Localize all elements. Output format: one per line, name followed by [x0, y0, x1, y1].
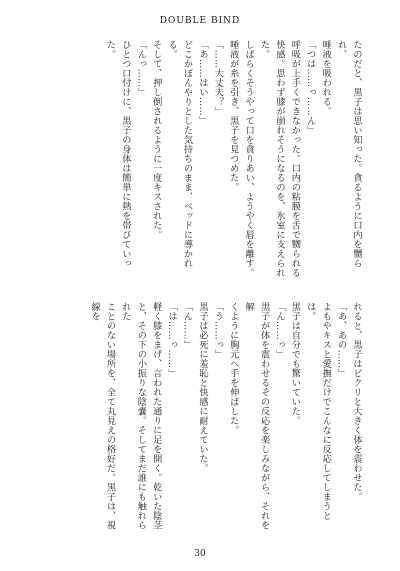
text-column: よもやキスと愛撫だけでこんなに反応してしまうとは。	[304, 302, 332, 521]
text-column: 黒子は必死に羞恥と快感に耐えていた。	[196, 302, 208, 473]
text-column: 軽く膝をまげ、言われた通りに足を開く。乾いた陰茎	[150, 302, 162, 530]
main-text-top-block	[36, 40, 364, 284]
text-column: ひとつ口付けに、黒子の身体は簡単に熱を帯びていった。	[104, 40, 131, 268]
text-column: しばらくそうやって口を貪りあい、ようやく唇を離す。	[243, 40, 255, 278]
text-column: 「んっ……」	[135, 40, 147, 97]
text-column: 「……大丈夫？」	[212, 40, 224, 116]
text-column: れると、黒子はビクリと大きく体を震わせた。	[351, 302, 362, 502]
text-column: どこかぼんやりとした気持ちのまま、ベッドに導かれる。	[166, 40, 193, 268]
text-column: 「ん……っ」	[273, 302, 285, 359]
text-column: 「は……っ……」	[166, 302, 178, 378]
main-text-bottom-block	[36, 302, 364, 534]
text-column: ことのない場所を、全て丸見えの格好だ。黒子は、視線を	[89, 302, 116, 530]
text-column: 快感。思わず膝が崩れそうになるのを、氷室に支えられた。	[258, 40, 285, 278]
text-column: 「つは……っ……ん」	[304, 40, 316, 135]
page-number: 30	[194, 549, 206, 559]
running-header: DOUBLE BIND	[159, 16, 241, 26]
text-column: 呼吸が上手くできなかった。口内の粘膜を舌で嬲られる	[289, 40, 301, 278]
text-column: たのだと、黒子は思い知った。貪るように口内を嬲られ、	[335, 40, 362, 268]
text-column: くように胸元へ手を伸ばした。	[227, 302, 239, 435]
text-column: 「あ……はい……」	[196, 40, 208, 126]
text-column: 「あ、あの……」	[335, 302, 347, 378]
text-column: 「う……っ」	[212, 302, 224, 359]
text-column: 唾液を吸われる。	[320, 40, 332, 116]
text-column: と、その下の小振りな陰嚢。そしてまだ誰にも触れられた	[119, 302, 147, 530]
text-column: 黒子が体を震わせるその反応を楽しみながら、それを解	[243, 302, 270, 530]
text-column: 黒子は自分でも驚いていた。	[289, 302, 301, 426]
text-column: 「ん……」	[181, 302, 193, 350]
text-column: そして、押し倒されるように一度キスされた。	[150, 40, 162, 240]
text-column: 唾液が糸を引き、黒子を見つめた。	[227, 40, 239, 192]
